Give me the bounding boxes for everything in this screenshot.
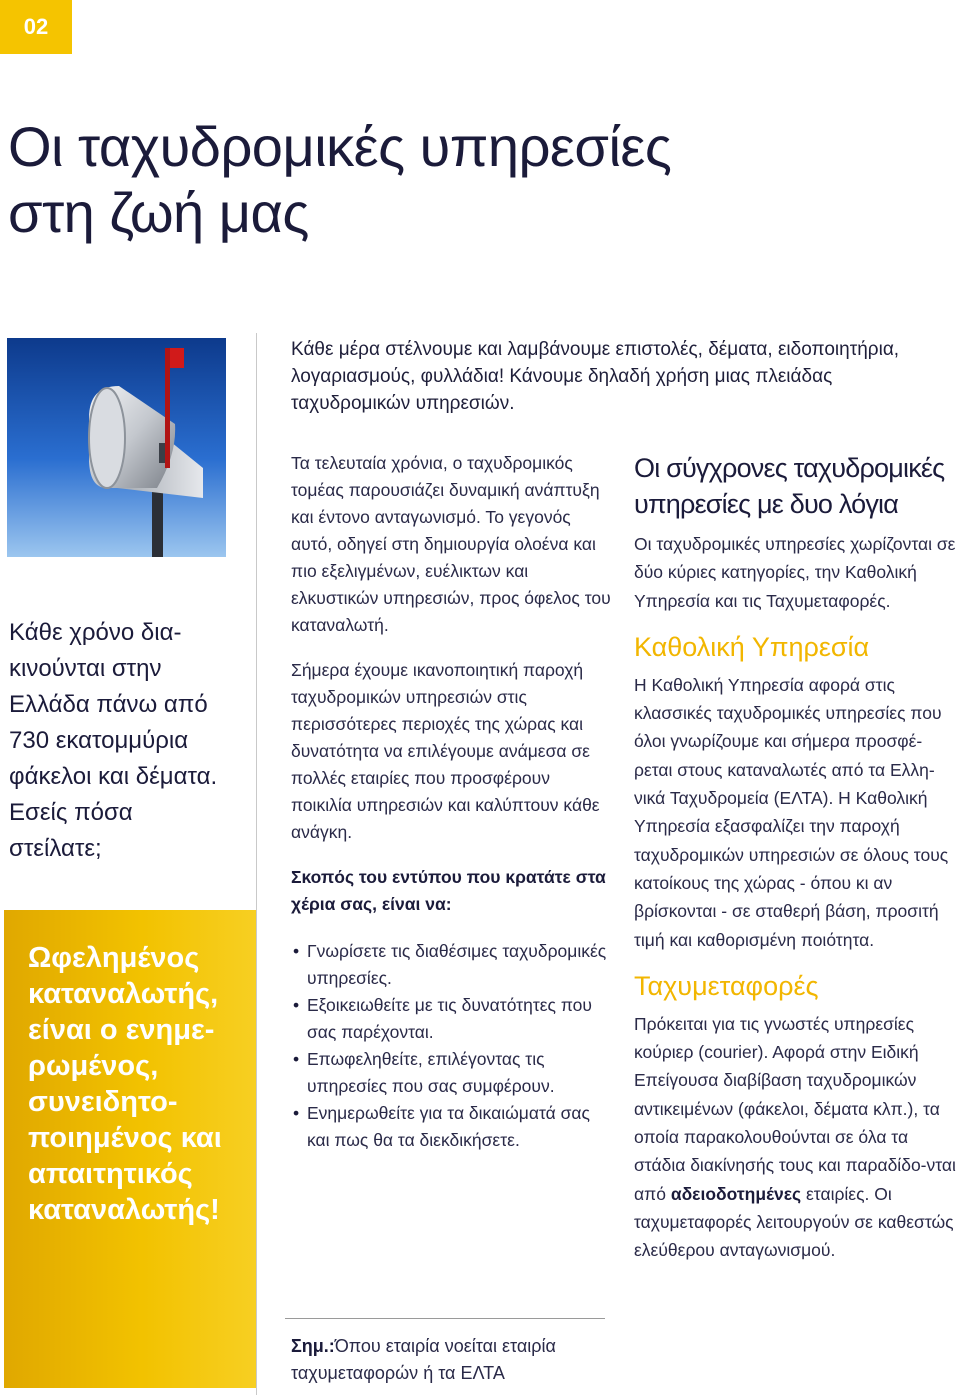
column-divider bbox=[256, 333, 257, 1395]
footnote-text: Όπου εταιρία νοείται εταιρία ταχυμεταφορών ή τα ΕΛΤΑ bbox=[291, 1336, 556, 1383]
list-item bbox=[291, 992, 611, 1046]
middle-column bbox=[291, 450, 611, 1154]
statistic-callout: Κάθε χρόνο δια-κινούνται στην Ελλάδα πάνω από 730 εκατομμύρια φάκελοι και δέματα. Εσείς πόσα στείλατε; bbox=[9, 619, 218, 862]
bullet-icon: • bbox=[293, 1103, 300, 1123]
middle-paragraph-1: Τα τελευταία χρόνια, ο ταχυδρομικός τομέας παρουσιάζει δυναμική ανάπτυξη και έντονο ανταγωνισμό. Το γεγονός αυτό, οδηγεί στη δημιουργία ολοένα και πιο εξελιγμένων, ευέλικτων και ελκυστικών υπηρεσιών, προς όφελος του καταναλωτή. bbox=[291, 453, 611, 635]
note-divider bbox=[285, 1318, 605, 1319]
footnote-label: Σημ.: bbox=[291, 1336, 335, 1356]
middle-paragraph-2: Σήμερα έχουμε ικανοποιητική παροχή ταχυδρομικών υπηρεσιών στις περισσότερες περιοχές της χώρας και δυνατότητα να επιλέγουμε ανάμεσα σε πολλές εταιρίες που προσφέρουν ποικιλία υπηρεσιών και καλύπτουν κάθε ανάγκη. bbox=[291, 660, 600, 842]
list-item-text: Γνωρίσετε τις διαθέσιμες ταχυδρομικές υπηρεσίες. bbox=[307, 941, 607, 988]
mailbox-illustration bbox=[7, 338, 226, 557]
universal-service-heading: Καθολική Υπηρεσία bbox=[634, 631, 870, 662]
courier-heading: Ταχυμεταφορές bbox=[634, 970, 819, 1001]
section-heading: Οι σύγχρονες ταχυδρομικές υπηρεσίες με δυο λόγια bbox=[634, 453, 945, 519]
list-item bbox=[291, 1046, 611, 1100]
page-title bbox=[8, 114, 908, 246]
bullet-icon: • bbox=[293, 995, 300, 1015]
page-title-line-1: Οι ταχυδρομικές υπηρεσίες bbox=[8, 115, 672, 178]
list-item-text: Ενημερωθείτε για τα δικαιώματά σας και πως θα τα διεκδικήσετε. bbox=[307, 1103, 590, 1150]
bullet-icon: • bbox=[293, 941, 300, 961]
courier-text bbox=[634, 1010, 956, 1265]
page-title-line-2: στη ζωή μας bbox=[8, 181, 309, 244]
purpose-list bbox=[291, 938, 611, 1154]
list-item bbox=[291, 1100, 611, 1154]
mailbox-photo bbox=[7, 338, 226, 557]
courier-text-part-1: Πρόκειται για τις γνωστές υπηρεσίες κούριερ (courier). Αφορά στην Ειδική Επείγουσα διαβίβαση ταχυδρομικών αντικειμένων (φάκελοι, δέματα κλπ.), τα οποία παρακολουθούνται σε όλα τα στάδια διακίνησής τους και παραδίδο-νται από bbox=[634, 1013, 956, 1204]
intro-paragraph: Κάθε μέρα στέλνουμε και λαμβάνουμε επιστολές, δέματα, ειδοποιητήρια, λογαριασμούς, φυλλάδια! Κάνουμε δηλαδή χρήση μιας πλειάδας ταχυδρομικών υπηρεσιών. bbox=[291, 339, 900, 414]
list-item bbox=[291, 938, 611, 992]
purpose-heading: Σκοπός του εντύπου που κρατάτε στα χέρια σας, είναι να: bbox=[291, 867, 606, 914]
universal-service-text: Η Καθολική Υπηρεσία αφορά στις κλασσικές ταχυδρομικές υπηρεσίες που όλοι γνωρίζουμε και σήμερα προσφέ-ρεται στους καταναλωτές από τα Ελλη-νικά Ταχυδρομεία (ΕΛΤΑ). Η Καθολική Υπηρεσία εξασφαλίζει την παροχή ταχυδρομικών υπηρεσιών σε όλους τους κατοίκους της χώρας - όπου κι αν βρίσκονται - σε σταθερή βάση, προσιτή τιμή και καθορισμένη ποιότητα. bbox=[634, 674, 949, 950]
page-number-badge: 02 bbox=[0, 0, 72, 54]
list-item-text: Εξοικειωθείτε με τις δυνατότητες που σας παρέχονται. bbox=[307, 995, 592, 1042]
right-column bbox=[634, 450, 956, 1277]
quote-text: Ωφελημένος καταναλωτής, είναι ο ενημε-ρωμένος, συνειδητο-ποιημένος και απαιτητικός καταναλωτής! bbox=[28, 942, 222, 1226]
footnote bbox=[291, 1333, 611, 1387]
courier-text-part-2: εταιρίες. Οι ταχυμεταφορές λειτουργούν σε καθεστώς ελεύθερου ανταγωνισμού. bbox=[634, 1183, 954, 1261]
section-intro: Οι ταχυδρομικές υπηρεσίες χωρίζονται σε δύο κύριες κατηγορίες, την Καθολική Υπηρεσία και τις Ταχυμεταφορές. bbox=[634, 534, 956, 611]
courier-text-emphasis: αδειοδοτημένες bbox=[670, 1183, 802, 1204]
bullet-icon: • bbox=[293, 1049, 300, 1069]
list-item-text: Επωφεληθείτε, επιλέγοντας τις υπηρεσίες που σας συμφέρουν. bbox=[307, 1049, 555, 1096]
